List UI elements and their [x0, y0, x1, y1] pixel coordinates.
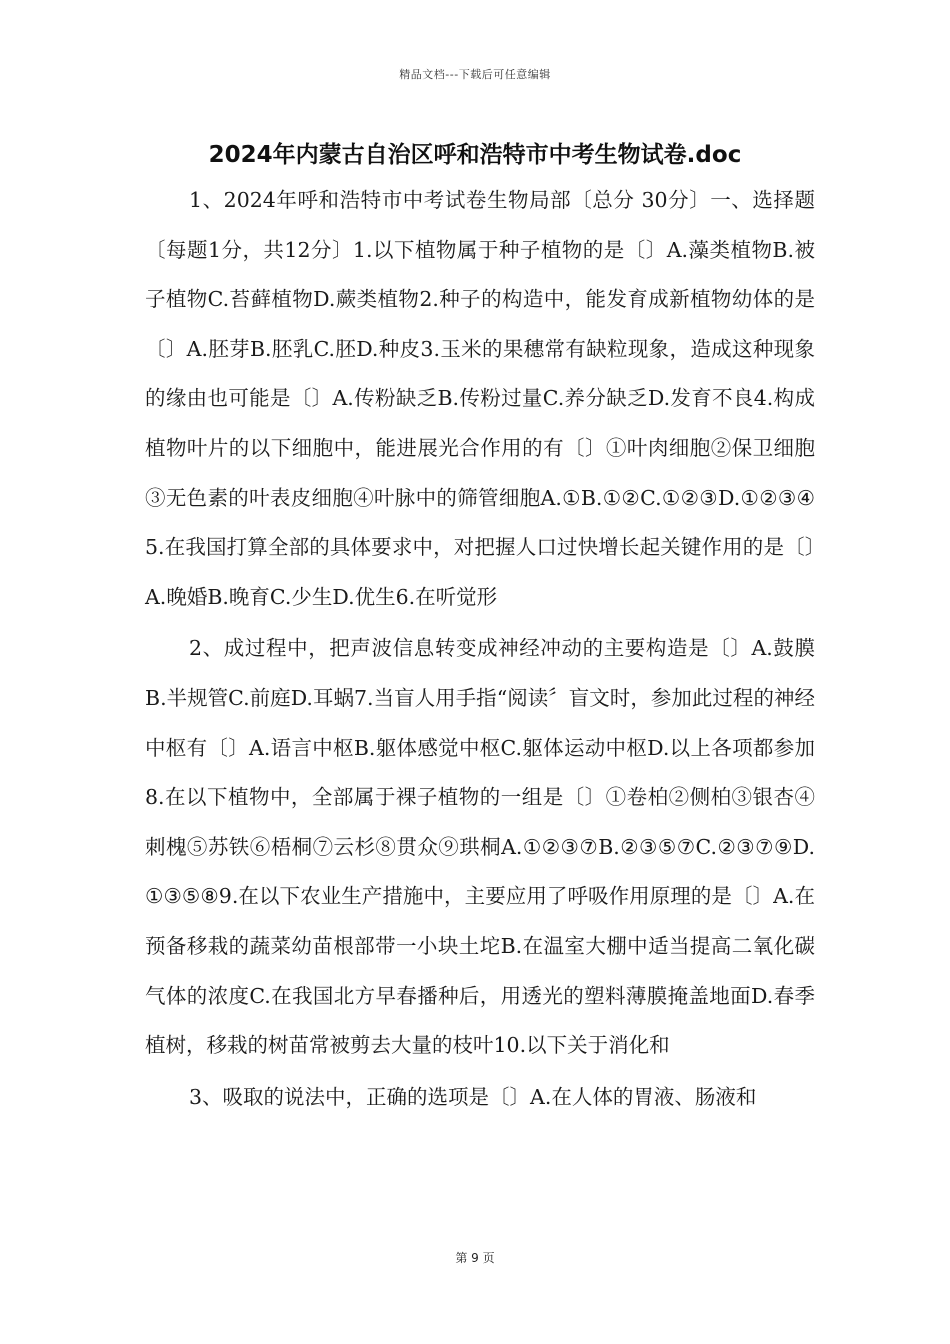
paragraph-1: 1、2024年呼和浩特市中考试卷生物局部〔总分 30分〕一、选择题〔每题1分，共12分〕1.以下植物属于种子植物的是〔〕A.藻类植物B.被子植物C.苔藓植物D.蕨类植物2.种子的构造中，能发育成新植物幼体的是〔〕A.胚芽B.胚乳C.胚D.种皮3.玉米的果穗常有缺粒现象，造成这种现象的缘由也可能是〔〕A.传粉缺乏B.传粉过量C.养分缺乏D.发育不良4.构成植物叶片的以下细胞中，能进展光合作用的有〔〕①叶肉细胞②保卫细胞③无色素的叶表皮细胞④叶脉中的筛管细胞A.①B.①②C.①②③D.①②③④5.在我国打算全部的具体要求中，对把握人口过快增长起关键作用的是〔〕A.晚婚B.晚育C.少生D.优生6.在听觉形 [145, 188, 815, 609]
document-title: 2024年内蒙古自治区呼和浩特市中考生物试卷.doc [208, 142, 742, 168]
paragraph-2: 2、成过程中，把声波信息转变成神经冲动的主要构造是〔〕A.鼓膜B.半规管C.前庭D.耳蜗7.当盲人用手指“阅读〞盲文时，参加此过程的神经中枢有〔〕A.语言中枢B.躯体感觉中枢C.躯体运动中枢D.以上各项都参加8.在以下植物中，全部属于裸子植物的一组是〔〕①卷柏②侧柏③银杏④刺槐⑤苏铁⑥梧桐⑦云杉⑧贯众⑨珙桐A.①②③⑦B.②③⑤⑦C.②③⑦⑨D.①③⑤⑧9.在以下农业生产措施中，主要应用了呼吸作用原理的是〔〕A.在预备移栽的蔬菜幼苗根部带一小块土坨B.在温室大棚中适当提高二氧化碳气体的浓度C.在我国北方早春播种后，用透光的塑料薄膜掩盖地面D.春季植树，移栽的树苗常被剪去大量的枝叶10.以下关于消化和 [145, 636, 815, 1058]
page-header: 精品文档---下载后可任意编辑 [399, 68, 551, 81]
paragraph-3: 3、吸取的说法中，正确的选项是〔〕A.在人体的胃液、肠液和 [189, 1084, 757, 1109]
document-body [145, 176, 815, 1124]
page-number: 第 9 页 [455, 1251, 495, 1265]
